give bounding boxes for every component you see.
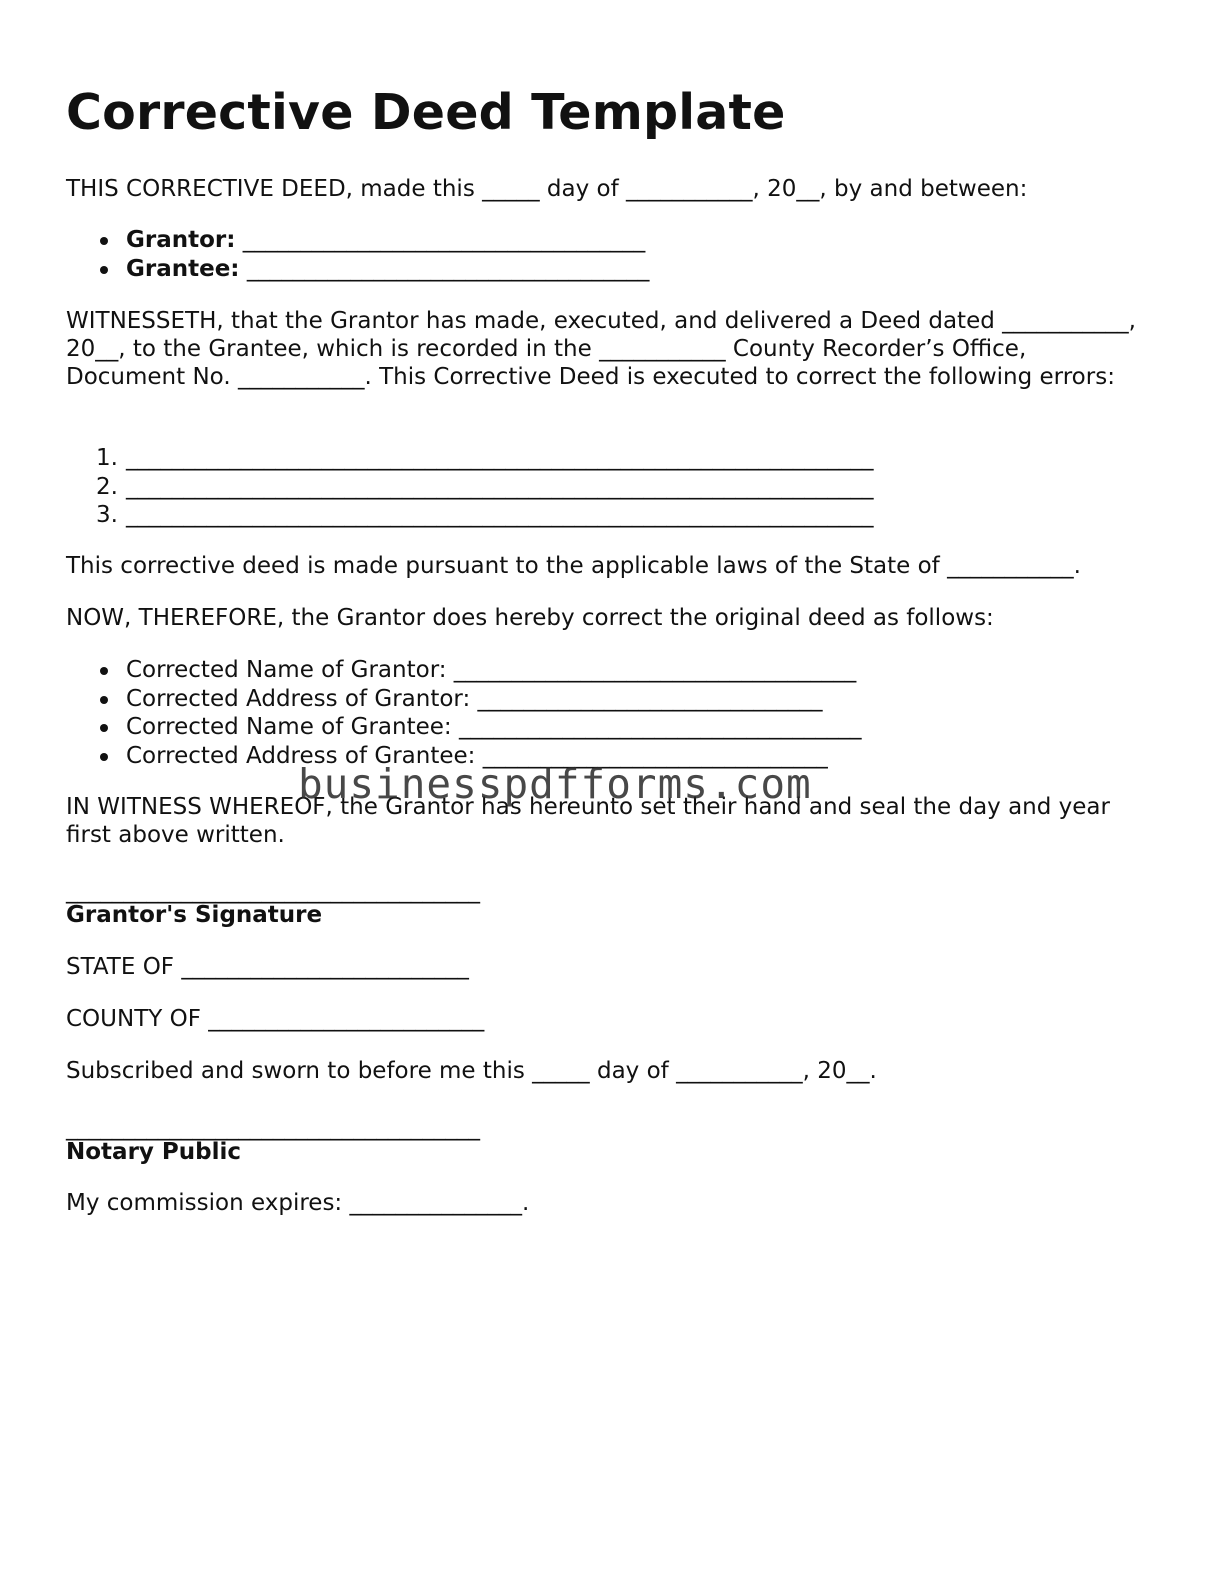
correction-text: Corrected Address of Grantor: ______________________________ — [126, 685, 823, 712]
parties-list — [66, 226, 649, 283]
correction-item — [66, 685, 861, 714]
correction-text: Corrected Name of Grantee: ___________________________________ — [126, 714, 862, 740]
party-grantee — [66, 255, 649, 284]
witnesseth-paragraph: WITNESSETH, that the Grantor has made, executed, and delivered a Deed dated ___________, 20__, to the Grantee, which is recorded in the ___________ County Recorder’s Office, Document No. ___________. This Corrective Deed is executed to correct the following errors: — [66, 308, 1136, 390]
notary-public-label: Notary Public — [66, 1139, 242, 1165]
party-label: Grantor: — [126, 227, 236, 253]
state-of-line: STATE OF _________________________ — [66, 954, 469, 980]
intro-paragraph: THIS CORRECTIVE DEED, made this _____ day of ___________, 20__, by and between: — [66, 176, 1028, 202]
error-item — [66, 501, 874, 530]
error-blank: _________________________________________________________________ — [126, 473, 874, 500]
error-blank: _________________________________________________________________ — [126, 502, 874, 528]
subscribed-line: Subscribed and sworn to before me this _____ day of ___________, 20__. — [66, 1058, 877, 1084]
bullet-icon — [100, 724, 108, 732]
corrections-list — [66, 656, 861, 770]
party-label: Grantee: — [126, 255, 240, 282]
grantor-signature-label: Grantor's Signature — [66, 902, 323, 928]
watermark: businesspdfforms.com — [298, 760, 812, 808]
error-number: 2. — [96, 473, 118, 500]
in-witness-paragraph: IN WITNESS WHEREOF, the Grantor has hereunto set their hand and seal the day and year first above written. — [66, 794, 1110, 848]
bullet-icon — [100, 753, 108, 761]
pursuant-paragraph: This corrective deed is made pursuant to the applicable laws of the State of ___________. — [66, 553, 1081, 579]
bullet-icon — [100, 667, 108, 675]
error-number: 3. — [96, 502, 118, 528]
party-blank: ___________________________________ — [242, 227, 646, 253]
error-item — [66, 473, 874, 502]
errors-list — [66, 444, 874, 530]
error-number: 1. — [96, 445, 118, 471]
bullet-icon — [100, 696, 108, 704]
notary-signature-line: ____________________________________ — [66, 1115, 480, 1141]
correction-text: Corrected Name of Grantor: ___________________________________ — [126, 657, 857, 683]
commission-expires-line: My commission expires: _______________. — [66, 1190, 530, 1216]
correction-text: Corrected Address of Grantee: ______________________________ — [126, 742, 828, 769]
correction-item — [66, 713, 861, 742]
error-blank: _________________________________________________________________ — [126, 445, 874, 471]
therefore-paragraph: NOW, THEREFORE, the Grantor does hereby correct the original deed as follows: — [66, 605, 994, 631]
document-title: Corrective Deed Template — [66, 84, 786, 141]
party-blank: ___________________________________ — [246, 255, 650, 282]
party-grantor — [66, 226, 649, 255]
correction-item — [66, 656, 861, 685]
bullet-icon — [100, 266, 108, 274]
grantor-signature-line: ____________________________________ — [66, 878, 480, 904]
county-of-line: COUNTY OF ________________________ — [66, 1006, 485, 1032]
error-item — [66, 444, 874, 473]
bullet-icon — [100, 237, 108, 245]
